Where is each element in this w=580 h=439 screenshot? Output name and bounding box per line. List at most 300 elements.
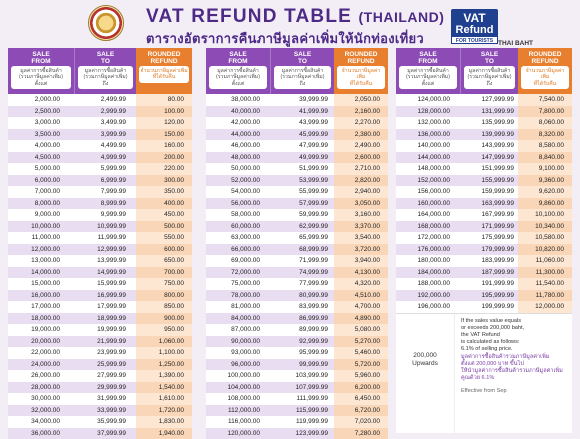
- refund-cell: 600.00: [136, 244, 192, 256]
- sale-from-cell: 58,000.00: [206, 209, 270, 221]
- header: [0, 0, 580, 50]
- sale-to-cell: 77,999.99: [270, 278, 334, 290]
- rule-line-en: 6.1% of selling price.: [461, 346, 568, 353]
- refund-cell: 120.00: [136, 117, 192, 129]
- table-row: [396, 221, 572, 233]
- sale-to-cell: 68,999.99: [270, 244, 334, 256]
- column-header-thai-line: ตั้งแต่: [12, 81, 70, 87]
- rule-line-th: มูลค่าการซื้อสินค้ารวมภาษีมูลค่าเพิ่ม: [461, 354, 568, 361]
- column-header-line: REFUND: [345, 58, 378, 66]
- sale-from-cell: 132,000.00: [396, 117, 460, 129]
- sale-to-cell: 119,999.99: [270, 416, 334, 428]
- sale-to-cell: 83,999.99: [270, 301, 334, 313]
- sale-from-cell: 75,000.00: [206, 278, 270, 290]
- sale-from-cell: 2,000.00: [8, 94, 74, 106]
- vat-refund-logo: [451, 9, 498, 39]
- refund-cell: 1,060.00: [136, 336, 192, 348]
- revenue-department-seal-icon: [88, 5, 124, 41]
- table-row: [206, 267, 388, 279]
- sale-to-cell: 179,999.99: [460, 244, 518, 256]
- column-header-thai-line: มูลค่าการซื้อสินค้า: [465, 68, 514, 74]
- sale-from-cell: 12,000.00: [8, 244, 74, 256]
- sale-from-cell: 184,000.00: [396, 267, 460, 279]
- upwards-label: [396, 314, 454, 433]
- column-header-sale-from: [206, 48, 270, 94]
- sale-to-cell: 151,999.99: [460, 163, 518, 175]
- sale-from-cell: 34,000.00: [8, 416, 74, 428]
- sale-from-cell: 24,000.00: [8, 359, 74, 371]
- table-row: [396, 255, 572, 267]
- table-row: [8, 278, 192, 290]
- sale-from-cell: 96,000.00: [206, 359, 270, 371]
- column-header-thai-line: (รวมภาษีมูลค่าเพิ่ม): [465, 74, 514, 80]
- column-header-thai: [274, 66, 331, 89]
- table-row: [8, 324, 192, 336]
- column-header-sale-from: [396, 48, 460, 94]
- sale-from-cell: 69,000.00: [206, 255, 270, 267]
- rule-line-en: If the sales value equals: [461, 318, 568, 325]
- sale-from-cell: 63,000.00: [206, 232, 270, 244]
- column-header-line: SALE: [31, 51, 50, 59]
- column-header-thai: [209, 66, 267, 89]
- table-row: [206, 198, 388, 210]
- sale-to-cell: 49,999.99: [270, 152, 334, 164]
- sale-from-cell: 44,000.00: [206, 129, 270, 141]
- sale-from-cell: 140,000.00: [396, 140, 460, 152]
- column-header-thai-line: มูลค่าการซื้อสินค้า: [12, 68, 70, 74]
- sale-to-cell: 41,999.99: [270, 106, 334, 118]
- refund-table-2: [206, 48, 388, 408]
- column-header-english: [31, 48, 50, 64]
- sale-to-cell: 3,999.99: [74, 129, 136, 141]
- column-header-line: FROM: [228, 58, 247, 66]
- table-row: [8, 106, 192, 118]
- sale-from-cell: 52,000.00: [206, 175, 270, 187]
- upwards-label-line: Upwards: [396, 360, 454, 368]
- table-row: [206, 140, 388, 152]
- sale-from-cell: 22,000.00: [8, 347, 74, 359]
- column-header-sale-from: [8, 48, 74, 94]
- sale-from-cell: 18,000.00: [8, 313, 74, 325]
- refund-cell: 4,890.00: [334, 313, 388, 325]
- sale-to-cell: 29,999.99: [74, 382, 136, 394]
- sale-to-cell: 86,999.99: [270, 313, 334, 325]
- column-header-line: SALE: [418, 51, 437, 59]
- column-header-line: SALE: [294, 51, 311, 59]
- table-row: [396, 301, 572, 313]
- sale-to-cell: 59,999.99: [270, 209, 334, 221]
- sale-to-cell: 127,999.99: [460, 94, 518, 106]
- table-row: [8, 347, 192, 359]
- sale-to-cell: 92,999.99: [270, 336, 334, 348]
- refund-cell: 500.00: [136, 221, 192, 233]
- sale-from-cell: 36,000.00: [8, 428, 74, 439]
- column-header-english: [418, 48, 437, 64]
- sale-from-cell: 168,000.00: [396, 221, 460, 233]
- sale-to-cell: 135,999.99: [460, 117, 518, 129]
- sale-to-cell: 65,999.99: [270, 232, 334, 244]
- sale-to-cell: 3,499.99: [74, 117, 136, 129]
- sale-from-cell: 78,000.00: [206, 290, 270, 302]
- sale-from-cell: 3,500.00: [8, 129, 74, 141]
- sale-to-cell: 147,999.99: [460, 152, 518, 164]
- table-row: [8, 152, 192, 164]
- column-header-refund: [136, 48, 192, 94]
- sale-to-cell: 155,999.99: [460, 175, 518, 187]
- sale-from-cell: 176,000.00: [396, 244, 460, 256]
- refund-cell: 6,200.00: [334, 382, 388, 394]
- table-row: [8, 336, 192, 348]
- sale-from-cell: 120,000.00: [206, 428, 270, 439]
- sale-to-cell: 139,999.99: [460, 129, 518, 141]
- sale-to-cell: 11,999.99: [74, 232, 136, 244]
- column-header-line: ROUNDED: [529, 51, 562, 59]
- sale-from-cell: 17,000.00: [8, 301, 74, 313]
- sale-to-cell: 107,999.99: [270, 382, 334, 394]
- refund-cell: 7,800.00: [518, 106, 572, 118]
- refund-cell: 12,000.00: [518, 301, 572, 313]
- column-header-thai: [11, 66, 71, 89]
- column-header-english: [529, 48, 562, 64]
- refund-cell: 2,820.00: [334, 175, 388, 187]
- column-headers: [206, 48, 388, 94]
- refund-cell: 4,510.00: [334, 290, 388, 302]
- refund-cell: 2,600.00: [334, 152, 388, 164]
- refund-cell: 300.00: [136, 175, 192, 187]
- column-header-thai: [399, 66, 457, 89]
- refund-table-1: [8, 48, 192, 408]
- column-header-sale-to: [460, 48, 518, 94]
- column-header-english: [97, 48, 114, 64]
- sale-to-cell: 187,999.99: [460, 267, 518, 279]
- refund-cell: 10,580.00: [518, 232, 572, 244]
- sale-to-cell: 17,999.99: [74, 301, 136, 313]
- column-header-thai-line: มูลค่าการซื้อสินค้า: [275, 68, 330, 74]
- refund-cell: 9,860.00: [518, 198, 572, 210]
- table-row: [206, 278, 388, 290]
- sale-from-cell: 90,000.00: [206, 336, 270, 348]
- rule-line-en: or exceeds 200,000 baht,: [461, 325, 568, 332]
- refund-cell: 5,960.00: [334, 370, 388, 382]
- refund-cell: 1,250.00: [136, 359, 192, 371]
- sale-to-cell: 199,999.99: [460, 301, 518, 313]
- table-row: [396, 290, 572, 302]
- column-header-thai-line: ถึง: [275, 81, 330, 87]
- table-row: [396, 152, 572, 164]
- table-row: [206, 336, 388, 348]
- table-body: [206, 94, 388, 439]
- table-row: [396, 175, 572, 187]
- table-row: [206, 428, 388, 439]
- refund-cell: 3,050.00: [334, 198, 388, 210]
- upwards-rule-text: [454, 314, 572, 433]
- table-row: [206, 163, 388, 175]
- sale-from-cell: 42,000.00: [206, 117, 270, 129]
- table-row: [396, 244, 572, 256]
- sale-to-cell: 191,999.99: [460, 278, 518, 290]
- column-header-thai-line: จำนวนภาษีมูลค่าเพิ่ม: [140, 68, 188, 74]
- refund-cell: 350.00: [136, 186, 192, 198]
- refund-cell: 3,370.00: [334, 221, 388, 233]
- sale-to-cell: 8,999.99: [74, 198, 136, 210]
- table-row: [206, 347, 388, 359]
- sale-from-cell: 188,000.00: [396, 278, 460, 290]
- page-title: [146, 6, 444, 28]
- sale-to-cell: 53,999.99: [270, 175, 334, 187]
- refund-cell: 750.00: [136, 278, 192, 290]
- table-row: [8, 163, 192, 175]
- column-header-line: SALE: [97, 51, 114, 59]
- sale-from-cell: 93,000.00: [206, 347, 270, 359]
- refund-cell: 3,540.00: [334, 232, 388, 244]
- table-row: [396, 267, 572, 279]
- column-header-line: ROUNDED: [345, 51, 378, 59]
- refund-cell: 950.00: [136, 324, 192, 336]
- sale-to-cell: 5,999.99: [74, 163, 136, 175]
- refund-cell: 7,280.00: [334, 428, 388, 439]
- sale-to-cell: 57,999.99: [270, 198, 334, 210]
- sale-to-cell: 62,999.99: [270, 221, 334, 233]
- table-row: [206, 301, 388, 313]
- table-row: [206, 244, 388, 256]
- sale-from-cell: 66,000.00: [206, 244, 270, 256]
- column-header-thai-line: จำนวนภาษีมูลค่าเพิ่ม: [338, 68, 384, 81]
- sale-to-cell: 23,999.99: [74, 347, 136, 359]
- table-row: [8, 428, 192, 439]
- sale-from-cell: 152,000.00: [396, 175, 460, 187]
- refund-cell: 2,710.00: [334, 163, 388, 175]
- table-row: [396, 94, 572, 106]
- table-row: [396, 117, 572, 129]
- column-header-english: [345, 48, 378, 64]
- column-header-thai: [337, 66, 385, 89]
- sale-from-cell: 54,000.00: [206, 186, 270, 198]
- sale-from-cell: 48,000.00: [206, 152, 270, 164]
- column-header-thai-line: จำนวนภาษีมูลค่าเพิ่ม: [522, 68, 568, 81]
- sale-to-cell: 7,999.99: [74, 186, 136, 198]
- sale-from-cell: 136,000.00: [396, 129, 460, 141]
- table-row: [206, 106, 388, 118]
- column-header-line: ROUNDED: [148, 51, 181, 59]
- table-row: [8, 129, 192, 141]
- sale-from-cell: 9,000.00: [8, 209, 74, 221]
- sale-to-cell: 143,999.99: [460, 140, 518, 152]
- sale-from-cell: 7,000.00: [8, 186, 74, 198]
- column-header-line: REFUND: [148, 58, 181, 66]
- page-subtitle-thai: ตารางอัตราการคืนภาษีมูลค่าเพิ่มให้นักท่องเที่ยว: [146, 28, 424, 49]
- sale-to-cell: 195,999.99: [460, 290, 518, 302]
- column-header-thai-line: ที่ได้รับคืน: [338, 81, 384, 87]
- sale-from-cell: 144,000.00: [396, 152, 460, 164]
- table-row: [8, 416, 192, 428]
- refund-cell: 3,940.00: [334, 255, 388, 267]
- sale-to-cell: 6,999.99: [74, 175, 136, 187]
- sale-from-cell: 148,000.00: [396, 163, 460, 175]
- sale-from-cell: 14,000.00: [8, 267, 74, 279]
- table-row: [8, 244, 192, 256]
- column-header-line: SALE: [228, 51, 247, 59]
- sale-from-cell: 8,000.00: [8, 198, 74, 210]
- sale-to-cell: 99,999.99: [270, 359, 334, 371]
- sale-to-cell: 2,999.99: [74, 106, 136, 118]
- table-body: [396, 94, 572, 313]
- table-row: [396, 106, 572, 118]
- sale-from-cell: 108,000.00: [206, 393, 270, 405]
- sale-from-cell: 164,000.00: [396, 209, 460, 221]
- table-row: [396, 278, 572, 290]
- refund-cell: 2,490.00: [334, 140, 388, 152]
- sale-from-cell: 81,000.00: [206, 301, 270, 313]
- column-header-thai-line: ตั้งแต่: [210, 81, 266, 87]
- sale-to-cell: 47,999.99: [270, 140, 334, 152]
- table-row: [206, 232, 388, 244]
- table-row: [206, 290, 388, 302]
- sale-to-cell: 15,999.99: [74, 278, 136, 290]
- column-headers: [396, 48, 572, 94]
- sale-from-cell: 15,000.00: [8, 278, 74, 290]
- refund-cell: 1,610.00: [136, 393, 192, 405]
- sale-from-cell: 19,000.00: [8, 324, 74, 336]
- table-row: [8, 393, 192, 405]
- sale-from-cell: 60,000.00: [206, 221, 270, 233]
- table-row: [8, 370, 192, 382]
- table-row: [206, 209, 388, 221]
- column-header-thai: [521, 66, 569, 89]
- sale-from-cell: 116,000.00: [206, 416, 270, 428]
- refund-cell: 800.00: [136, 290, 192, 302]
- sale-to-cell: 13,999.99: [74, 255, 136, 267]
- sale-from-cell: 180,000.00: [396, 255, 460, 267]
- sale-to-cell: 163,999.99: [460, 198, 518, 210]
- sale-to-cell: 95,999.99: [270, 347, 334, 359]
- table-row: [206, 359, 388, 371]
- sale-from-cell: 4,000.00: [8, 140, 74, 152]
- refund-cell: 7,020.00: [334, 416, 388, 428]
- column-header-thai-line: ที่ได้รับคืน: [140, 74, 188, 80]
- refund-cell: 450.00: [136, 209, 192, 221]
- sale-from-cell: 10,000.00: [8, 221, 74, 233]
- sale-to-cell: 4,499.99: [74, 140, 136, 152]
- column-header-english: [228, 48, 247, 64]
- table-row: [206, 405, 388, 417]
- column-headers: [8, 48, 192, 94]
- sale-to-cell: 74,999.99: [270, 267, 334, 279]
- refund-cell: 2,160.00: [334, 106, 388, 118]
- refund-cell: 7,540.00: [518, 94, 572, 106]
- sale-to-cell: 2,499.99: [74, 94, 136, 106]
- sale-to-cell: 31,999.99: [74, 393, 136, 405]
- refund-cell: 1,540.00: [136, 382, 192, 394]
- refund-cell: 10,820.00: [518, 244, 572, 256]
- table-row: [206, 370, 388, 382]
- column-header-english: [148, 48, 181, 64]
- column-header-line: FROM: [31, 58, 50, 66]
- column-header-sale-to: [270, 48, 334, 94]
- sale-to-cell: 183,999.99: [460, 255, 518, 267]
- effective-date: Effective from Sep: [461, 388, 568, 395]
- column-header-thai-line: มูลค่าการซื้อสินค้า: [400, 68, 456, 74]
- column-header-line: TO: [481, 58, 498, 66]
- refund-cell: 150.00: [136, 129, 192, 141]
- rule-line-th: ตั้งแต่ 200,000 บาท ขึ้นไป: [461, 361, 568, 368]
- sale-from-cell: 128,000.00: [396, 106, 460, 118]
- table-body: [8, 94, 192, 439]
- table-row: [206, 393, 388, 405]
- refund-cell: 9,620.00: [518, 186, 572, 198]
- refund-cell: 1,830.00: [136, 416, 192, 428]
- refund-cell: 9,100.00: [518, 163, 572, 175]
- refund-cell: 8,320.00: [518, 129, 572, 141]
- table-row: [8, 186, 192, 198]
- upwards-note: [396, 313, 572, 433]
- table-row: [8, 405, 192, 417]
- column-header-line: REFUND: [529, 58, 562, 66]
- table-row: [396, 140, 572, 152]
- sale-to-cell: 131,999.99: [460, 106, 518, 118]
- column-header-refund: [334, 48, 388, 94]
- logo-line2: Refund: [451, 25, 498, 35]
- table-row: [206, 94, 388, 106]
- refund-cell: 650.00: [136, 255, 192, 267]
- sale-from-cell: 172,000.00: [396, 232, 460, 244]
- sale-to-cell: 18,999.99: [74, 313, 136, 325]
- table-row: [206, 152, 388, 164]
- sale-from-cell: 104,000.00: [206, 382, 270, 394]
- sale-from-cell: 20,000.00: [8, 336, 74, 348]
- sale-to-cell: 21,999.99: [74, 336, 136, 348]
- sale-to-cell: 45,999.99: [270, 129, 334, 141]
- table-row: [8, 232, 192, 244]
- table-row: [8, 209, 192, 221]
- sale-from-cell: 124,000.00: [396, 94, 460, 106]
- sale-to-cell: 33,999.99: [74, 405, 136, 417]
- refund-cell: 900.00: [136, 313, 192, 325]
- refund-cell: 1,390.00: [136, 370, 192, 382]
- sale-from-cell: 6,000.00: [8, 175, 74, 187]
- refund-cell: 160.00: [136, 140, 192, 152]
- refund-cell: 8,060.00: [518, 117, 572, 129]
- column-header-line: FROM: [418, 58, 437, 66]
- sale-to-cell: 71,999.99: [270, 255, 334, 267]
- sale-to-cell: 171,999.99: [460, 221, 518, 233]
- table-row: [8, 255, 192, 267]
- column-header-english: [294, 48, 311, 64]
- sale-from-cell: 5,000.00: [8, 163, 74, 175]
- table-row: [8, 267, 192, 279]
- refund-cell: 4,320.00: [334, 278, 388, 290]
- table-row: [206, 255, 388, 267]
- sale-from-cell: 87,000.00: [206, 324, 270, 336]
- rule-line-en: is calculated as follows:: [461, 339, 568, 346]
- column-header-thai-line: มูลค่าการซื้อสินค้า: [210, 68, 266, 74]
- refund-cell: 4,700.00: [334, 301, 388, 313]
- sale-to-cell: 159,999.99: [460, 186, 518, 198]
- title-suffix: (THAILAND): [359, 9, 445, 25]
- sale-to-cell: 111,999.99: [270, 393, 334, 405]
- sale-from-cell: 72,000.00: [206, 267, 270, 279]
- sale-from-cell: 3,000.00: [8, 117, 74, 129]
- sale-to-cell: 37,999.99: [74, 428, 136, 439]
- refund-cell: 200.00: [136, 152, 192, 164]
- sale-to-cell: 35,999.99: [74, 416, 136, 428]
- refund-cell: 220.00: [136, 163, 192, 175]
- table-row: [396, 232, 572, 244]
- refund-cell: 700.00: [136, 267, 192, 279]
- table-row: [206, 175, 388, 187]
- sale-from-cell: 156,000.00: [396, 186, 460, 198]
- sale-to-cell: 12,999.99: [74, 244, 136, 256]
- sale-to-cell: 167,999.99: [460, 209, 518, 221]
